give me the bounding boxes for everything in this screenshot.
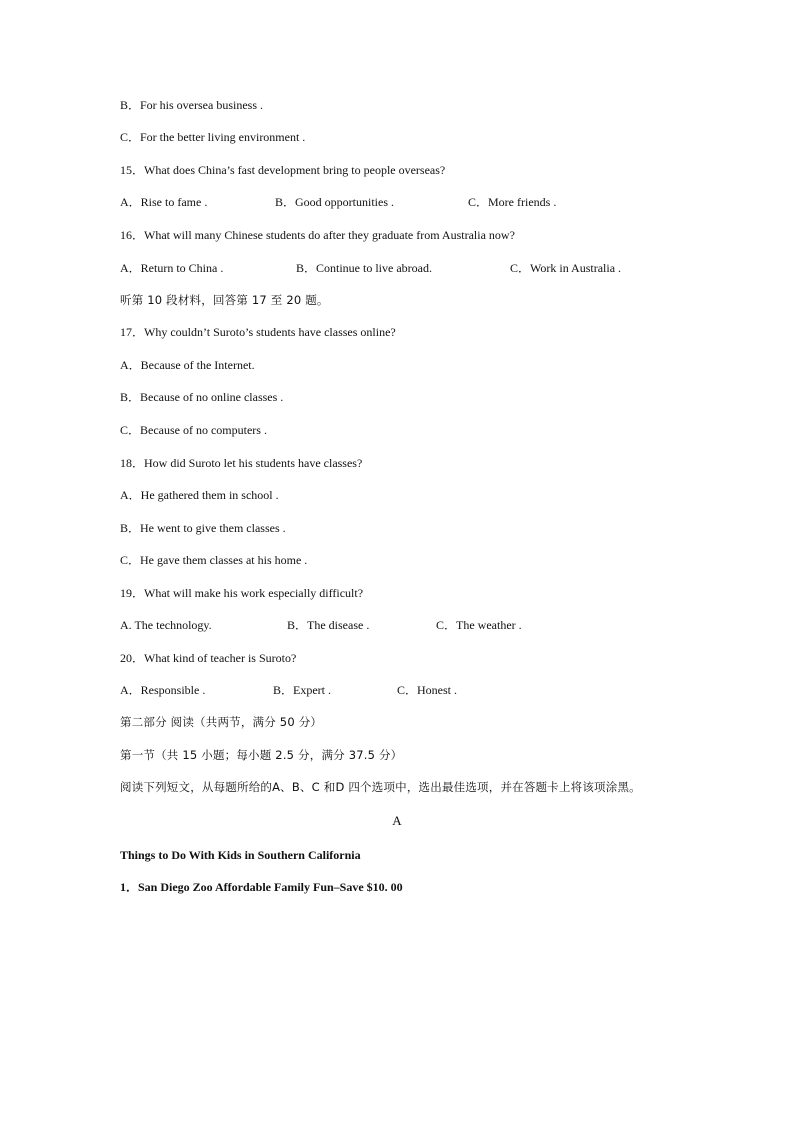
q18-option-a: A．He gathered them in school .: [120, 488, 279, 502]
q14-option-c: C．For the better living environment .: [120, 130, 306, 144]
q16-option-c: C．Work in Australia .: [510, 261, 622, 275]
q20-option-a: A．Responsible .: [120, 683, 206, 697]
q16-option-b: B．Continue to live abroad.: [296, 261, 432, 275]
passage-item-one: 1．San Diego Zoo Affordable Family Fun–Save $10. 00: [120, 880, 403, 894]
part-two-heading: 第二部分 阅读（共两节，满分 50 分）: [120, 715, 323, 729]
q17-option-b: B．Because of no online classes .: [120, 390, 284, 404]
q19-option-c: C．The weather .: [436, 618, 522, 632]
q18-option-c: C．He gave them classes at his home .: [120, 553, 308, 567]
q16-option-a: A．Return to China .: [120, 261, 224, 275]
listening-section-note: 听第 10 段材料，回答第 17 至 20 题。: [120, 293, 329, 307]
passage-title: Things to Do With Kids in Southern California: [120, 848, 361, 862]
q16-stem: 16．What will many Chinese students do after they graduate from Australia now?: [120, 228, 515, 242]
q15-stem: 15．What does China’s fast development bring to people overseas?: [120, 163, 446, 177]
q20-option-c: C．Honest .: [397, 683, 458, 697]
q19-stem: 19．What will make his work especially difficult?: [120, 586, 364, 600]
q19-option-a: A. The technology.: [120, 618, 212, 632]
reading-instructions: 阅读下列短文，从每题所给的A、B、C 和D 四个选项中，选出最佳选项，并在答题卡上将该项涂黑。: [120, 780, 641, 794]
passage-label: A: [392, 813, 402, 828]
q18-stem: 18．How did Suroto let his students have classes?: [120, 456, 363, 470]
q17-option-c: C．Because of no computers .: [120, 423, 267, 437]
q17-option-a: A．Because of the Internet.: [120, 358, 255, 372]
q18-option-b: B．He went to give them classes .: [120, 521, 286, 535]
q14-option-b: B．For his oversea business .: [120, 98, 263, 112]
q19-option-b: B．The disease .: [287, 618, 370, 632]
q20-option-b: B．Expert .: [273, 683, 331, 697]
q15-option-c: C．More friends .: [468, 195, 557, 209]
section-one-heading: 第一节（共 15 小题；每小题 2.5 分，满分 37.5 分）: [120, 748, 403, 762]
q20-stem: 20．What kind of teacher is Suroto?: [120, 651, 297, 665]
q15-option-a: A．Rise to fame .: [120, 195, 208, 209]
q17-stem: 17．Why couldn’t Suroto’s students have classes online?: [120, 325, 396, 339]
q15-option-b: B．Good opportunities .: [275, 195, 394, 209]
